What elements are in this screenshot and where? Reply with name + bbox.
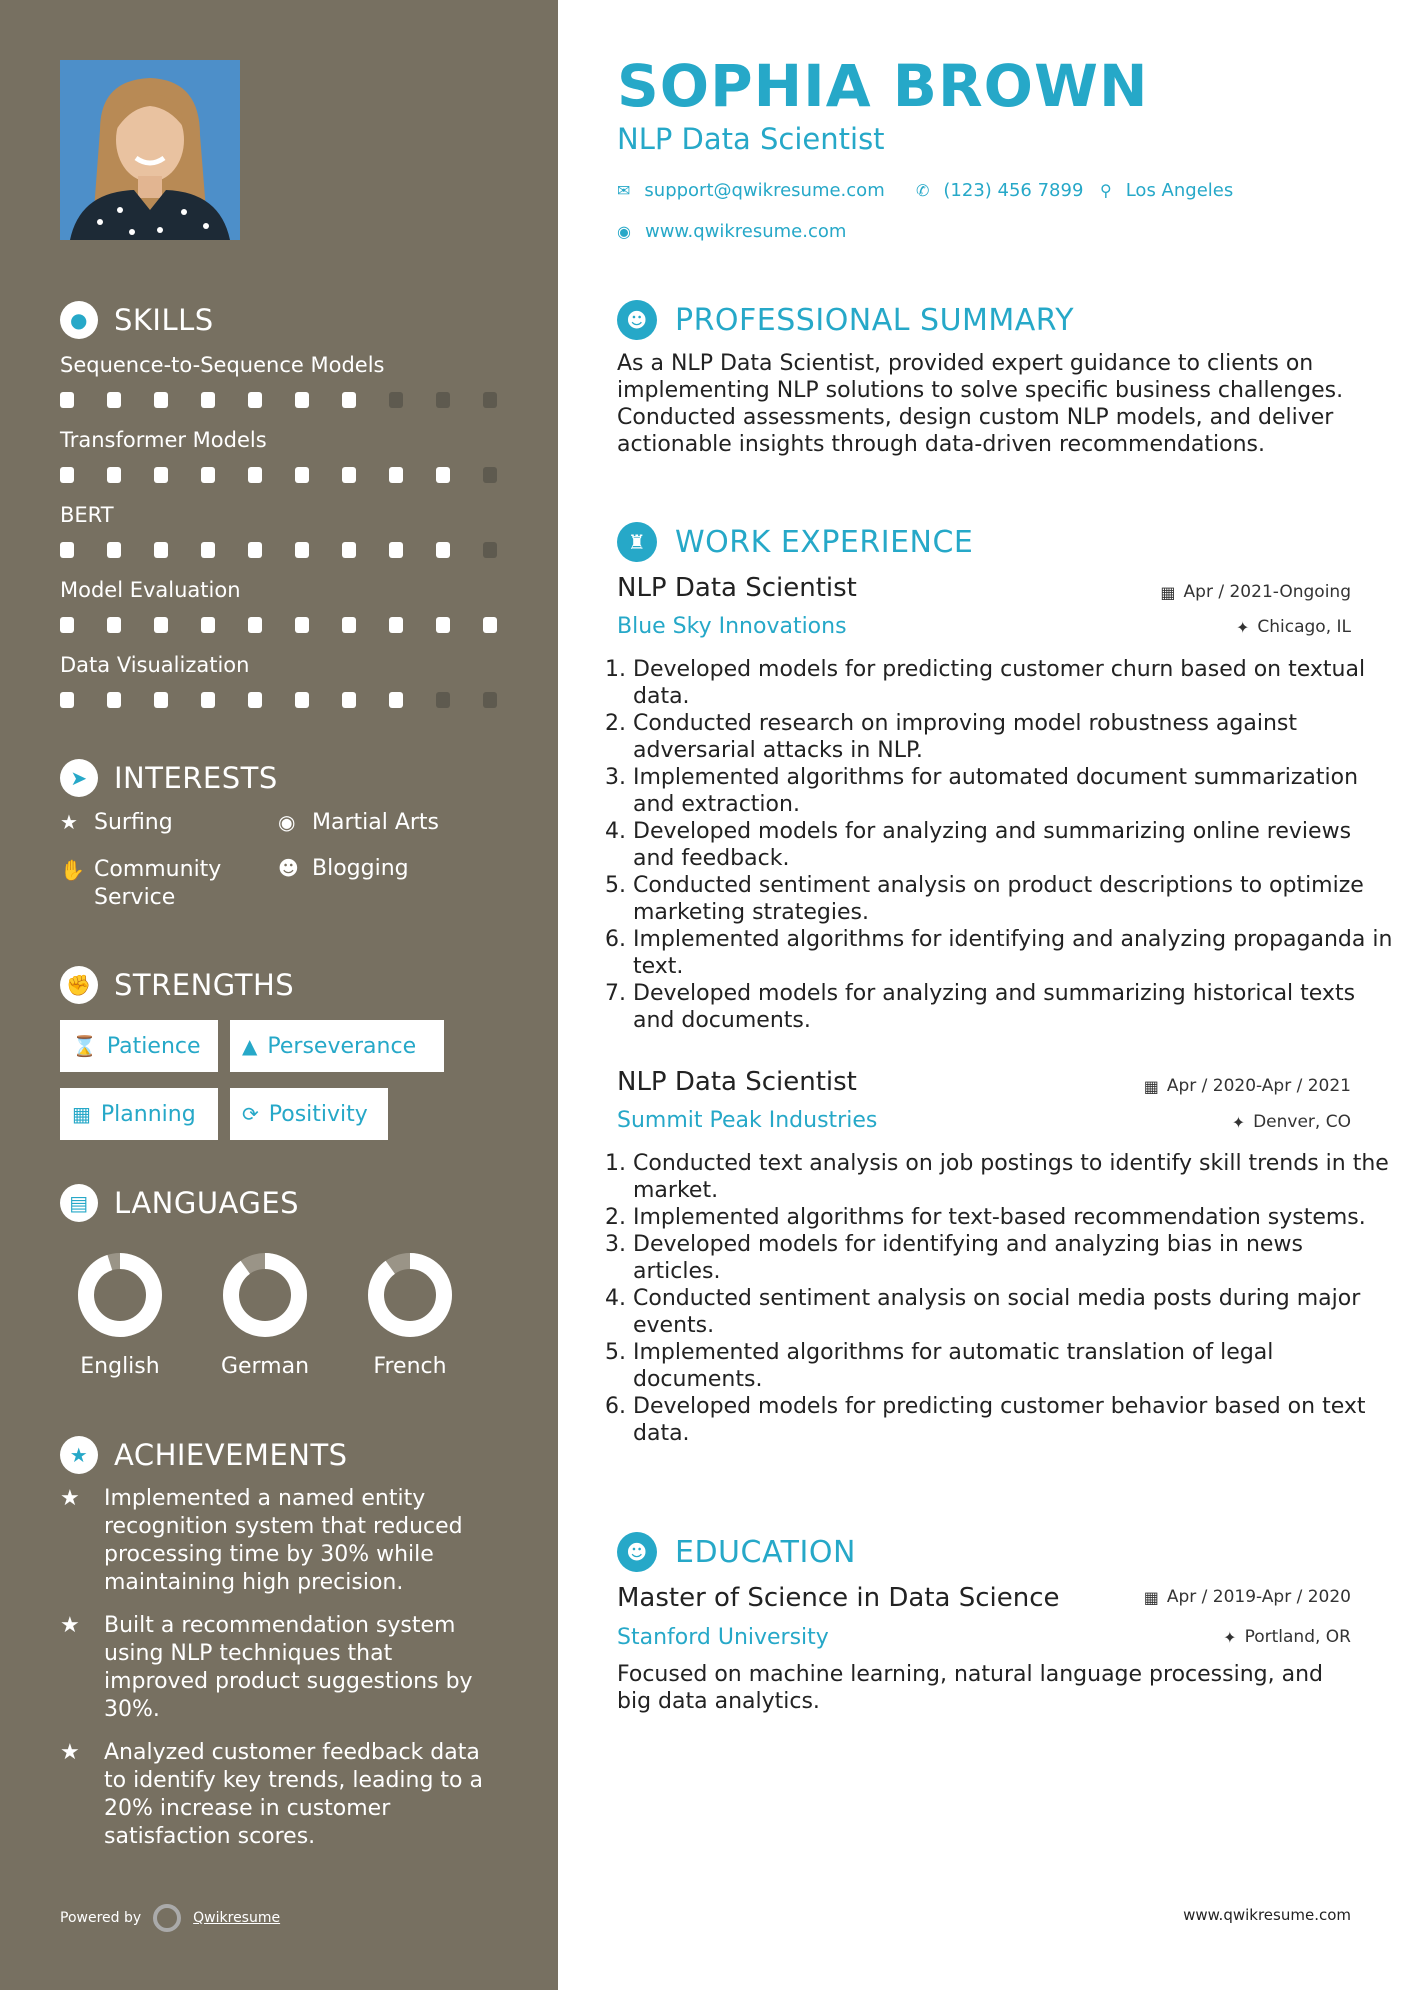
skill-dot-filled <box>107 542 121 558</box>
road-icon: ▲ <box>242 1034 258 1058</box>
skill-level-dots <box>60 617 530 633</box>
candidate-name: SOPHIA BROWN <box>617 52 1149 120</box>
skill-dot-filled <box>154 392 168 408</box>
contact-location: ⚲ Los Angeles <box>1100 180 1234 201</box>
star-badge-icon: ★ <box>60 1436 98 1474</box>
duty-item: 4. Developed models for analyzing and summarizing online reviews and feedback. <box>633 818 1393 872</box>
summary-heading: ☻ PROFESSIONAL SUMMARY <box>617 300 1074 340</box>
skill-name: BERT <box>60 503 114 527</box>
fist-icon: ✊ <box>60 966 98 1004</box>
skill-dot-filled <box>201 542 215 558</box>
profile-photo <box>60 60 240 240</box>
duty-item: 6. Implemented algorithms for identifying and analyzing propaganda in text. <box>633 926 1393 980</box>
sidebar <box>0 0 558 1990</box>
skill-dot-filled <box>107 617 121 633</box>
skill-dot-filled <box>201 467 215 483</box>
skill-dot-filled <box>107 467 121 483</box>
language-icon: ▤ <box>60 1184 98 1222</box>
skill-name: Model Evaluation <box>60 578 241 602</box>
language-label: English <box>80 1354 160 1379</box>
skill-dot-filled <box>60 467 74 483</box>
pushpin-icon: ✦ <box>1235 617 1250 637</box>
globe-icon: ◉ <box>617 222 631 241</box>
paper-plane-icon: ➤ <box>60 759 98 797</box>
education-dates: ▦ Apr / 2019-Apr / 2020 <box>1143 1587 1351 1607</box>
skill-dot-filled <box>389 617 403 633</box>
job-title: NLP Data Scientist <box>617 1067 857 1097</box>
skill-dot-empty <box>389 392 403 408</box>
language-ring-french <box>376 1261 444 1329</box>
strength-badge: ⟳ Positivity <box>230 1088 388 1140</box>
users-icon: ☻ <box>278 856 299 880</box>
skill-dot-filled <box>248 392 262 408</box>
strength-badge: ▦ Planning <box>60 1088 218 1140</box>
skill-dot-filled <box>201 392 215 408</box>
skill-dot-filled <box>342 392 356 408</box>
language-rings <box>60 1240 480 1350</box>
job-title: NLP Data Scientist <box>617 573 857 603</box>
language-ring-german <box>231 1261 299 1329</box>
skill-name: Transformer Models <box>60 428 267 452</box>
candidate-title: NLP Data Scientist <box>617 122 885 156</box>
language-ring-fill <box>376 1261 444 1329</box>
skill-level-dots <box>60 542 530 558</box>
language-ring-english <box>86 1261 154 1329</box>
skill-dot-empty <box>483 392 497 408</box>
graduate-icon: ☻ <box>617 1532 657 1572</box>
globe-icon: ◉ <box>278 810 296 834</box>
job-duties-list <box>611 656 1393 1034</box>
strength-badge: ▲ Perseverance <box>230 1020 444 1072</box>
job-duties-list <box>611 1150 1393 1447</box>
interest-item: ✋ Community Service <box>60 857 222 910</box>
skill-level-dots <box>60 692 530 708</box>
skill-dot-filled <box>389 542 403 558</box>
skill-dot-empty <box>436 392 450 408</box>
hourglass-icon: ⌛ <box>72 1034 97 1058</box>
skill-dot-filled <box>154 467 168 483</box>
duty-item: 2. Conducted research on improving model robustness against adversarial attacks in NLP. <box>633 710 1393 764</box>
calendar-icon: ▦ <box>1143 1587 1159 1607</box>
skill-dot-filled <box>248 617 262 633</box>
duty-item: 7. Developed models for analyzing and summarizing historical texts and documents. <box>633 980 1393 1034</box>
achievement-item: ★ Analyzed customer feedback data to identify key trends, leading to a 20% increase in customer satisfaction scores. <box>60 1740 483 1849</box>
skill-level-dots <box>60 467 530 483</box>
job-dates: ▦ Apr / 2021-Ongoing <box>1160 582 1351 602</box>
skill-dot-filled <box>342 617 356 633</box>
skill-dot-filled <box>248 542 262 558</box>
hand-icon: ✋ <box>60 858 85 882</box>
skill-dot-filled <box>342 542 356 558</box>
education-description: Focused on machine learning, natural language processing, and big data analytics. <box>617 1662 1323 1714</box>
skill-dot-filled <box>342 692 356 708</box>
interest-item: ◉ Martial Arts <box>278 810 440 835</box>
language-ring-fill <box>86 1261 154 1329</box>
skill-level-dots <box>60 392 530 408</box>
skill-dot-filled <box>436 542 450 558</box>
interests-heading: ➤ INTERESTS <box>60 759 278 797</box>
contact-email[interactable]: ✉ support@qwikresume.com <box>617 180 885 201</box>
pushpin-icon: ✦ <box>1231 1112 1246 1132</box>
shooting-star-icon: ★ <box>60 1740 80 1765</box>
achievement-item: ★ Built a recommendation system using NLP techniques that improved product suggestions by 30%. <box>60 1613 473 1722</box>
skill-dot-empty <box>483 467 497 483</box>
qwikresume-logo-icon <box>153 1904 181 1932</box>
pushpin-icon: ✦ <box>1223 1627 1237 1647</box>
skill-dot-filled <box>201 617 215 633</box>
education-degree: Master of Science in Data Science <box>617 1583 1060 1613</box>
work-experience-heading: ♜ WORK EXPERIENCE <box>617 522 973 562</box>
interest-item: ★ Surfing <box>60 810 173 835</box>
summary-text: As a NLP Data Scientist, provided expert guidance to clients on implementing NLP solutions to solve specific business challenges. Conducted assessments, design custom NLP models, and deliver actionable insights through data-driven recommendations. <box>617 351 1344 457</box>
language-label: French <box>373 1354 447 1379</box>
shooting-star-icon: ★ <box>60 1486 80 1511</box>
skill-dot-filled <box>60 617 74 633</box>
powered-by: Powered by Qwikresume <box>60 1904 280 1932</box>
skill-dot-filled <box>483 617 497 633</box>
contact-phone[interactable]: ✆ (123) 456 7899 <box>916 180 1084 201</box>
skill-dot-empty <box>483 692 497 708</box>
skill-dot-filled <box>248 692 262 708</box>
skill-dot-filled <box>248 467 262 483</box>
education-heading: ☻ EDUCATION <box>617 1532 856 1572</box>
skill-dot-filled <box>60 392 74 408</box>
skill-dot-filled <box>154 692 168 708</box>
duty-item: 1. Developed models for predicting customer churn based on textual data. <box>633 656 1393 710</box>
skill-dot-filled <box>389 692 403 708</box>
duty-item: 5. Conducted sentiment analysis on product descriptions to optimize marketing strategies. <box>633 872 1393 926</box>
lightbulb-icon: ● <box>60 301 98 339</box>
achievement-item: ★ Implemented a named entity recognition system that reduced processing time by 30% while maintaining high precision. <box>60 1486 463 1595</box>
skill-dot-filled <box>295 692 309 708</box>
languages-heading: ▤ LANGUAGES <box>60 1184 299 1222</box>
sync-icon: ⟳ <box>242 1102 259 1126</box>
duty-item: 4. Conducted sentiment analysis on social media posts during major events. <box>633 1285 1393 1339</box>
phone-icon: ✆ <box>916 181 930 200</box>
duty-item: 1. Conducted text analysis on job postings to identify skill trends in the market. <box>633 1150 1393 1204</box>
job-dates: ▦ Apr / 2020-Apr / 2021 <box>1143 1076 1351 1096</box>
skill-dot-filled <box>201 692 215 708</box>
skill-dot-filled <box>60 692 74 708</box>
user-icon: ☻ <box>617 300 657 340</box>
skill-dot-filled <box>295 392 309 408</box>
footer-website[interactable]: www.qwikresume.com <box>1183 1906 1351 1924</box>
map-pin-icon: ⚲ <box>1100 181 1112 200</box>
duty-item: 6. Developed models for predicting customer behavior based on text data. <box>633 1393 1393 1447</box>
skill-dot-filled <box>107 692 121 708</box>
brand-link[interactable]: Qwikresume <box>193 1910 281 1926</box>
star-icon: ★ <box>60 810 78 834</box>
skill-name: Sequence-to-Sequence Models <box>60 353 385 377</box>
skill-dot-empty <box>483 542 497 558</box>
job-company: Summit Peak Industries <box>617 1108 878 1133</box>
contact-website[interactable]: ◉ www.qwikresume.com <box>617 221 847 242</box>
skill-dot-filled <box>60 542 74 558</box>
education-location: ✦ Portland, OR <box>1223 1627 1351 1647</box>
skill-dot-filled <box>107 392 121 408</box>
language-label: German <box>220 1354 310 1379</box>
language-ring-fill <box>231 1261 299 1329</box>
office-chair-icon: ♜ <box>617 522 657 562</box>
main-content <box>558 0 1407 1990</box>
skill-dot-filled <box>295 467 309 483</box>
skill-name: Data Visualization <box>60 653 250 677</box>
shooting-star-icon: ★ <box>60 1613 80 1638</box>
calendar-icon: ▦ <box>72 1102 91 1126</box>
envelope-icon: ✉ <box>617 181 631 200</box>
calendar-icon: ▦ <box>1160 582 1176 602</box>
duty-item: 2. Implemented algorithms for text-based recommendation systems. <box>633 1204 1393 1231</box>
skill-dot-filled <box>436 617 450 633</box>
duty-item: 3. Implemented algorithms for automated document summarization and extraction. <box>633 764 1393 818</box>
education-school: Stanford University <box>617 1625 829 1650</box>
duty-item: 5. Implemented algorithms for automatic translation of legal documents. <box>633 1339 1393 1393</box>
duty-item: 3. Developed models for identifying and analyzing bias in news articles. <box>633 1231 1393 1285</box>
achievements-heading: ★ ACHIEVEMENTS <box>60 1436 348 1474</box>
job-company: Blue Sky Innovations <box>617 614 847 639</box>
skill-dot-filled <box>154 542 168 558</box>
skill-dot-filled <box>342 467 356 483</box>
job-location: ✦ Denver, CO <box>1231 1112 1351 1132</box>
skill-dot-filled <box>154 617 168 633</box>
skill-dot-empty <box>436 692 450 708</box>
calendar-icon: ▦ <box>1143 1076 1159 1096</box>
strength-badge: ⌛ Patience <box>60 1020 218 1072</box>
skill-dot-filled <box>436 467 450 483</box>
interest-item: ☻ Blogging <box>278 856 409 881</box>
skill-dot-filled <box>389 467 403 483</box>
skill-dot-filled <box>295 542 309 558</box>
strengths-heading: ✊ STRENGTHS <box>60 966 294 1004</box>
skills-heading: ● SKILLS <box>60 301 214 339</box>
job-location: ✦ Chicago, IL <box>1235 617 1351 637</box>
skill-dot-filled <box>295 617 309 633</box>
